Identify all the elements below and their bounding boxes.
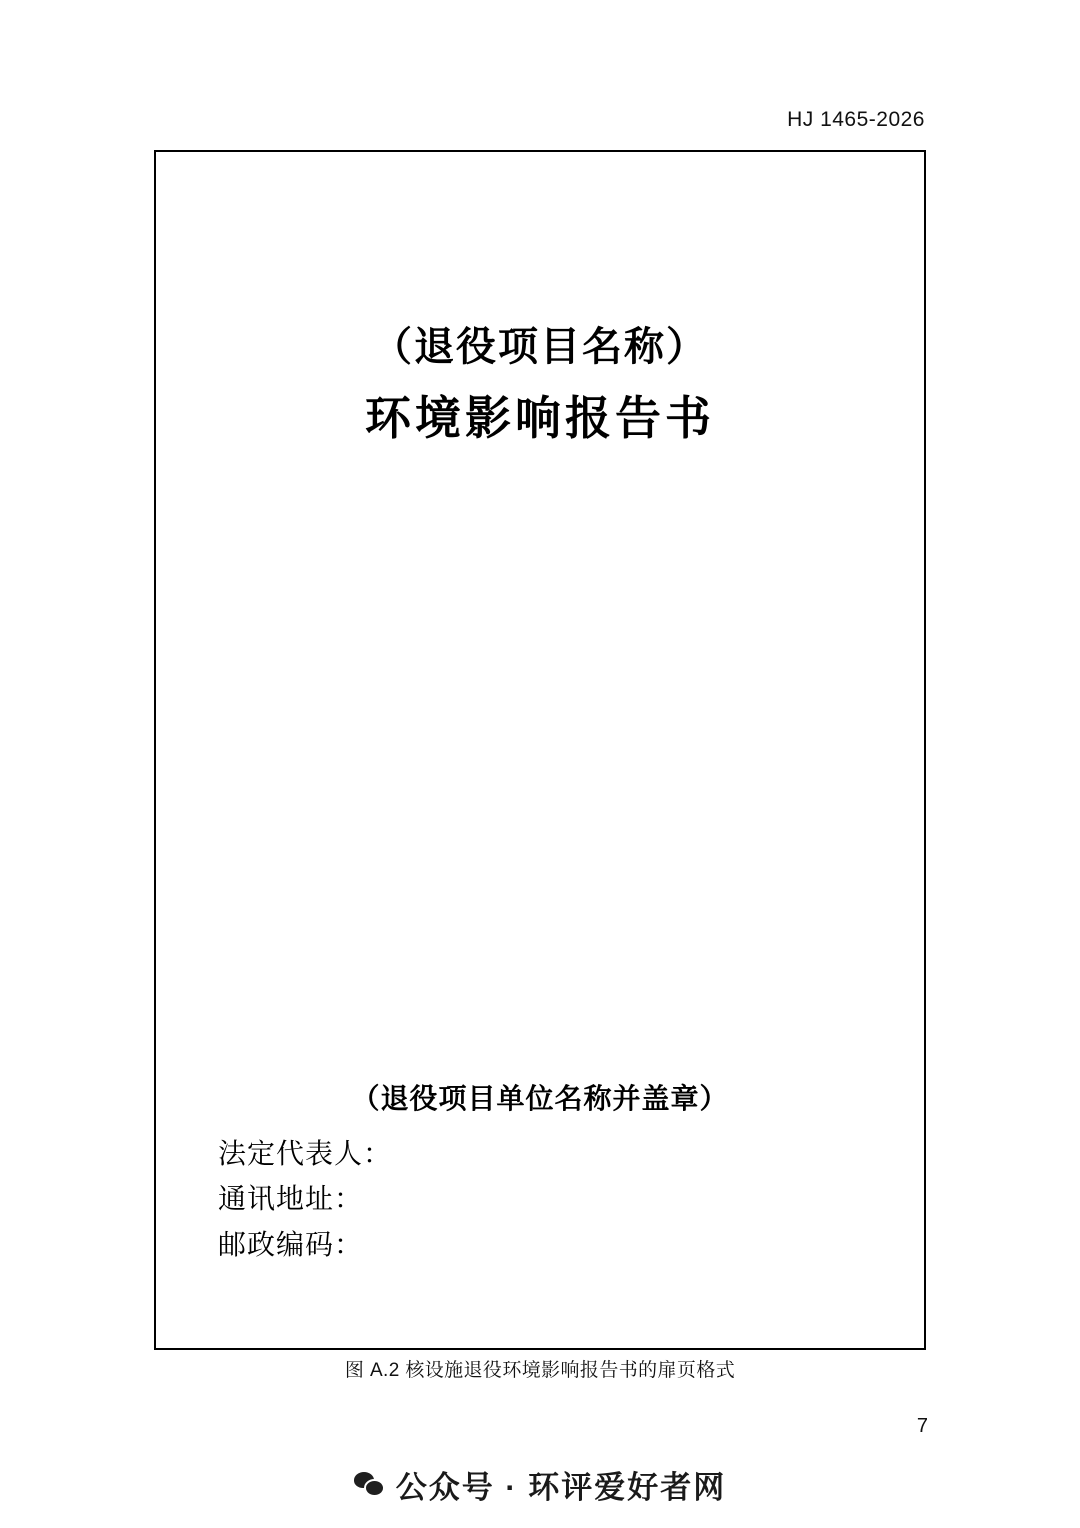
cover-title-report-type: 环境影响报告书 — [365, 393, 715, 444]
cover-title-project-name: （退役项目名称） — [372, 324, 708, 369]
field-postal-code: 邮政编码： — [218, 1229, 364, 1261]
watermark-text: 公众号 · 环评爱好者网 — [395, 1469, 727, 1505]
figure-caption: 图 A.2 核设施退役环境影响报告书的扉页格式 — [344, 1360, 736, 1381]
cover-title-area — [156, 320, 924, 453]
footer-watermark — [0, 1440, 1080, 1528]
page-number: 7 — [916, 1415, 928, 1437]
field-legal-representative: 法定代表人： — [218, 1139, 393, 1170]
cover-page-frame — [154, 150, 926, 1350]
cover-unit-seal-line: （退役项目单位名称并盖章） — [351, 1084, 729, 1115]
wechat-icon — [354, 1472, 382, 1496]
standard-number: HJ 1465-2026 — [787, 108, 925, 131]
field-mailing-address: 通讯地址： — [218, 1184, 364, 1216]
cover-fields — [218, 1132, 818, 1268]
